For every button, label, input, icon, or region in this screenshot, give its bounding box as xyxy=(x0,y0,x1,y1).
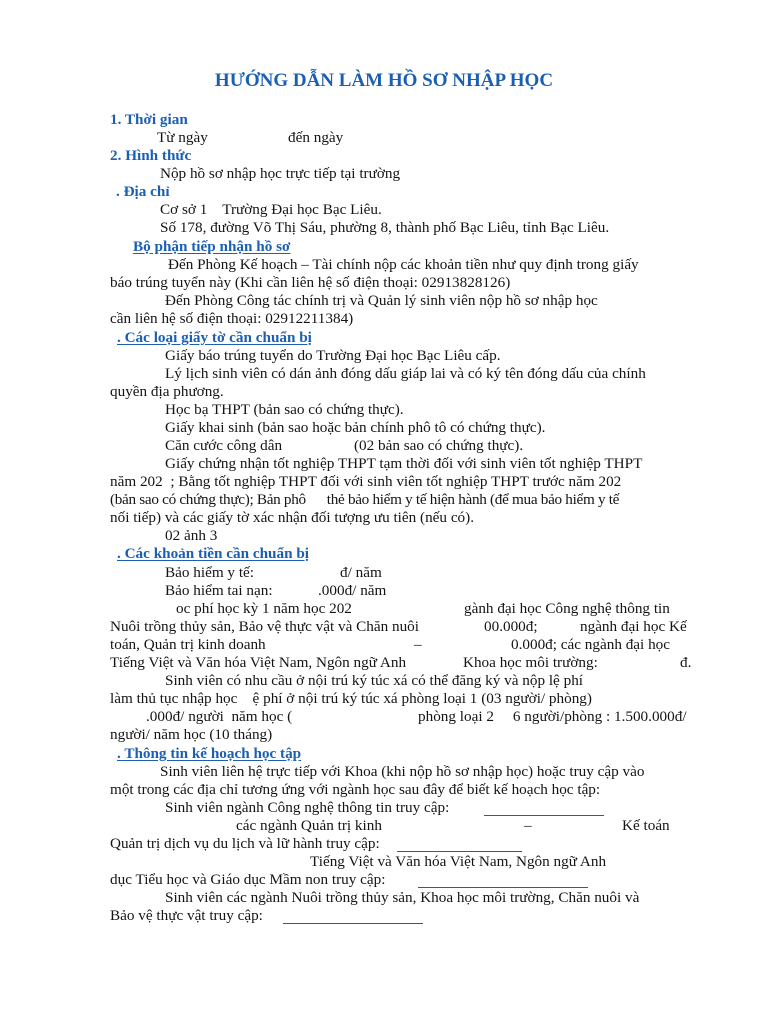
text-line: Căn cước công dân xyxy=(165,437,283,454)
text-line: Bảo hiểm tai nạn: xyxy=(165,582,273,599)
link-blank-education xyxy=(418,887,588,888)
text-line: Học bạ THPT (bản sao có chứng thực). xyxy=(165,401,404,418)
text-line: làm thủ tục nhập học ệ phí ở nội trú ký túc xá phòng loại 1 (03 người/ phòng) xyxy=(110,690,592,707)
text-line: Nộp hồ sơ nhập học trực tiếp tại trường xyxy=(160,165,401,182)
text-line: – xyxy=(524,817,532,834)
text-line: Sinh viên ngành Công nghệ thông tin truy cập: xyxy=(165,799,450,816)
text-line: dục Tiểu học và Giáo dục Mầm non truy cập: xyxy=(110,871,386,888)
text-line: Sinh viên liên hệ trực tiếp với Khoa (khi nộp hồ sơ nhập học) hoặc truy cập vào xyxy=(160,763,645,780)
text-line: đ. xyxy=(680,654,692,671)
text-line: Số 178, đường Võ Thị Sáu, phường 8, thành phố Bạc Liêu, tỉnh Bạc Liêu. xyxy=(160,219,610,236)
section-heading-address: . Địa chỉ xyxy=(116,183,170,200)
text-line: Từ ngày xyxy=(157,129,208,146)
text-line: Tiếng Việt và Văn hóa Việt Nam, Ngôn ngữ Anh xyxy=(310,853,607,870)
section-heading-fees: . Các khoản tiền cần chuẩn bị xyxy=(117,545,309,562)
text-line: .000đ/ năm xyxy=(318,582,387,599)
text-line: 00.000đ; xyxy=(484,618,538,635)
text-line: Đến Phòng Kế hoạch – Tài chính nộp các khoản tiền như quy định trong giấy xyxy=(168,256,639,273)
text-line: báo trúng tuyển này (Khi cần liên hệ số điện thoại: 02913828126) xyxy=(110,274,511,291)
text-line: năm 202 ; Bằng tốt nghiệp THPT đối với sinh viên tốt nghiệp THPT trước năm 202 xyxy=(110,473,622,490)
section-heading-form: 2. Hình thức xyxy=(110,147,192,164)
text-line: Bảo vệ thực vật truy cập: xyxy=(110,907,263,924)
text-line: Giấy chứng nhận tốt nghiệp THPT tạm thời đối với sinh viên tốt nghiệp THPT xyxy=(165,455,643,472)
text-line: Đến Phòng Công tác chính trị và Quản lý sinh viên nộp hồ sơ nhập học xyxy=(165,292,598,309)
text-line: một trong các địa chỉ tương ứng với ngành học sau đây để biết kế hoạch học tập: xyxy=(110,781,601,798)
text-line: phòng loại 2 6 người/phòng : 1.500.000đ/ xyxy=(418,708,687,725)
text-line: .000đ/ người năm học ( xyxy=(146,708,293,725)
text-line: oc phí học kỳ 1 năm học 202 xyxy=(176,600,352,617)
text-line: Giấy khai sinh (bản sao hoặc bản chính phô tô có chứng thực). xyxy=(165,419,546,436)
text-line: Khoa học môi trường: xyxy=(463,654,598,671)
text-line: đến ngày xyxy=(288,129,344,146)
text-line: người/ năm học (10 tháng) xyxy=(110,726,273,743)
text-line: các ngành Quản trị kinh xyxy=(236,817,382,834)
text-line: Tiếng Việt và Văn hóa Việt Nam, Ngôn ngữ Anh xyxy=(110,654,407,671)
text-line: đ/ năm xyxy=(340,564,382,581)
text-line: Lý lịch sinh viên có dán ảnh đóng dấu giáp lai và có ký tên đóng dấu của chính xyxy=(165,365,646,382)
link-blank-business xyxy=(397,851,522,852)
text-line: Cơ sở 1 Trường Đại học Bạc Liêu. xyxy=(160,201,382,218)
text-line: Sinh viên các ngành Nuôi trồng thủy sản, Khoa học môi trường, Chăn nuôi và xyxy=(165,889,640,906)
text-line: Sinh viên có nhu cầu ở nội trú ký túc xá có thể đăng ký và nộp lệ phí xyxy=(165,672,584,689)
text-line: (02 bản sao có chứng thực). xyxy=(354,437,524,454)
text-line: cần liên hệ số điện thoại: 02912211384) xyxy=(110,310,354,327)
text-line: Quản trị dịch vụ du lịch và lữ hành truy cập: xyxy=(110,835,380,852)
section-heading-study-plan: . Thông tin kế hoạch học tập xyxy=(117,745,302,762)
section-heading-time: 1. Thời gian xyxy=(110,111,188,128)
text-line: toán, Quản trị kinh doanh xyxy=(110,636,266,653)
text-line: 02 ảnh 3 xyxy=(165,527,218,544)
text-line: gành đại học Công nghệ thông tin xyxy=(464,600,670,617)
section-heading-documents: . Các loại giấy tờ cần chuẩn bị xyxy=(117,329,312,346)
text-line: Nuôi trồng thủy sản, Bảo vệ thực vật và Chăn nuôi xyxy=(110,618,419,635)
text-line: (bản sao có chứng thực); Bản phô thẻ bảo hiểm y tế hiện hành (để mua bảo hiểm y tế xyxy=(110,491,620,508)
text-line: Bảo hiểm y tế: xyxy=(165,564,254,581)
text-line: – xyxy=(414,636,422,653)
text-line: ngành đại học Kế xyxy=(580,618,687,635)
section-heading-receiving: Bộ phận tiếp nhận hồ sơ xyxy=(133,238,291,255)
document-title: HƯỚNG DẪN LÀM HỒ SƠ NHẬP HỌC xyxy=(214,70,554,91)
text-line: quyền địa phương. xyxy=(110,383,224,400)
link-blank-agriculture xyxy=(283,923,423,924)
text-line: Kế toán xyxy=(622,817,670,834)
text-line: 0.000đ; các ngành đại học xyxy=(511,636,670,653)
link-blank-cntt xyxy=(484,815,604,816)
text-line: Giấy báo trúng tuyển do Trường Đại học Bạc Liêu cấp. xyxy=(165,347,501,364)
text-line: nối tiếp) và các giấy tờ xác nhận đối tượng ưu tiên (nếu có). xyxy=(110,509,475,526)
